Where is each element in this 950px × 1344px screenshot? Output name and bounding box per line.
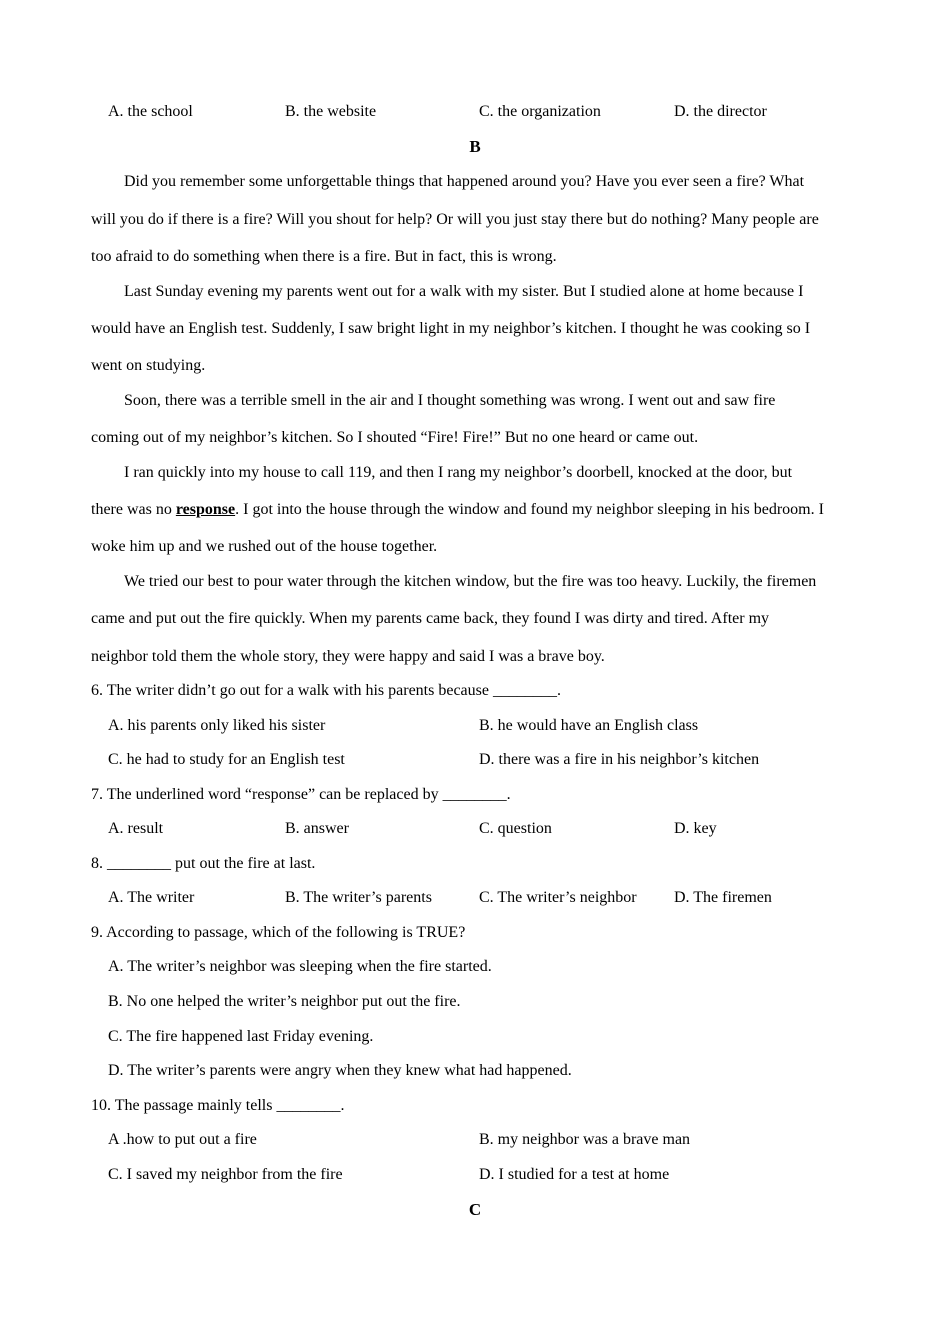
q7-stem: 7. The underlined word “response” can be replaced by ________. bbox=[91, 786, 511, 803]
q8-option-a: A. The writer bbox=[108, 889, 195, 906]
q5-option-b: B. the website bbox=[285, 103, 377, 120]
section-c-title: C bbox=[468, 1200, 482, 1219]
passage-p3-line1: Soon, there was a terrible smell in the air and I thought something was wrong. I went out and saw fire bbox=[124, 392, 776, 409]
passage-p2-line2: would have an English test. Suddenly, I saw bright light in my neighbor’s kitchen. I thought he was cooking so I bbox=[91, 320, 811, 337]
q5-option-a: A. the school bbox=[108, 103, 193, 120]
passage-p4-line2-after: . I got into the house through the window and found my neighbor sleeping in his bedroom. I bbox=[235, 501, 824, 518]
passage-p4-line2 bbox=[91, 500, 824, 520]
passage-p4-line2-before: there was no bbox=[91, 501, 176, 518]
q9-option-d: D. The writer’s parents were angry when they knew what had happened. bbox=[108, 1062, 572, 1079]
passage-p5-line1: We tried our best to pour water through the kitchen window, but the fire was too heavy. Luckily, the firemen bbox=[124, 573, 817, 590]
passage-p1-line3: too afraid to do something when there is a fire. But in fact, this is wrong. bbox=[91, 248, 557, 265]
q8-option-c: C. The writer’s neighbor bbox=[479, 889, 637, 906]
passage-p2-line1: Last Sunday evening my parents went out for a walk with my sister. But I studied alone at home because I bbox=[124, 283, 804, 300]
passage-p5-line3: neighbor told them the whole story, they were happy and said I was a brave boy. bbox=[91, 648, 605, 665]
q9-option-b: B. No one helped the writer’s neighbor put out the fire. bbox=[108, 993, 461, 1010]
q7-option-a: A. result bbox=[108, 820, 164, 837]
q6-stem: 6. The writer didn’t go out for a walk with his parents because ________. bbox=[91, 682, 561, 699]
q9-option-c: C. The fire happened last Friday evening. bbox=[108, 1028, 374, 1045]
q8-stem: 8. ________ put out the fire at last. bbox=[91, 855, 316, 872]
q6-option-d: D. there was a fire in his neighbor’s kitchen bbox=[479, 751, 760, 768]
q10-option-d: D. I studied for a test at home bbox=[479, 1166, 670, 1183]
passage-p1-line2: will you do if there is a fire? Will you shout for help? Or will you just stay there but do nothing? Many people are bbox=[91, 211, 819, 228]
q7-option-c: C. question bbox=[479, 820, 552, 837]
q10-option-c: C. I saved my neighbor from the fire bbox=[108, 1166, 343, 1183]
q10-stem: 10. The passage mainly tells ________. bbox=[91, 1097, 345, 1114]
section-b-title: B bbox=[469, 137, 481, 156]
q5-option-c: C. the organization bbox=[479, 103, 601, 120]
q7-option-d: D. key bbox=[674, 820, 717, 837]
q10-option-a: A .how to put out a fire bbox=[108, 1131, 257, 1148]
passage-p4-line3: woke him up and we rushed out of the house together. bbox=[91, 538, 438, 555]
passage-p5-line2: came and put out the fire quickly. When my parents came back, they found I was dirty and tired. After my bbox=[91, 610, 770, 627]
q10-option-b: B. my neighbor was a brave man bbox=[479, 1131, 691, 1148]
q7-option-b: B. answer bbox=[285, 820, 349, 837]
q6-option-b: B. he would have an English class bbox=[479, 717, 699, 734]
underlined-word-response: response bbox=[175, 501, 236, 518]
q8-option-d: D. The firemen bbox=[674, 889, 772, 906]
passage-p2-line3: went on studying. bbox=[91, 357, 206, 374]
passage-p4-line1: I ran quickly into my house to call 119, and then I rang my neighbor’s doorbell, knocked at the door, but bbox=[124, 464, 793, 481]
q6-option-c: C. he had to study for an English test bbox=[108, 751, 345, 768]
q9-option-a: A. The writer’s neighbor was sleeping when the fire started. bbox=[108, 958, 492, 975]
q6-option-a: A. his parents only liked his sister bbox=[108, 717, 326, 734]
passage-p1-line1: Did you remember some unforgettable things that happened around you? Have you ever seen a fire? What bbox=[124, 173, 805, 190]
q8-option-b: B. The writer’s parents bbox=[285, 889, 432, 906]
q5-option-d: D. the director bbox=[674, 103, 767, 120]
passage-p3-line2: coming out of my neighbor’s kitchen. So I shouted “Fire! Fire!” But no one heard or came out. bbox=[91, 429, 699, 446]
q9-stem: 9. According to passage, which of the following is TRUE? bbox=[91, 924, 466, 941]
